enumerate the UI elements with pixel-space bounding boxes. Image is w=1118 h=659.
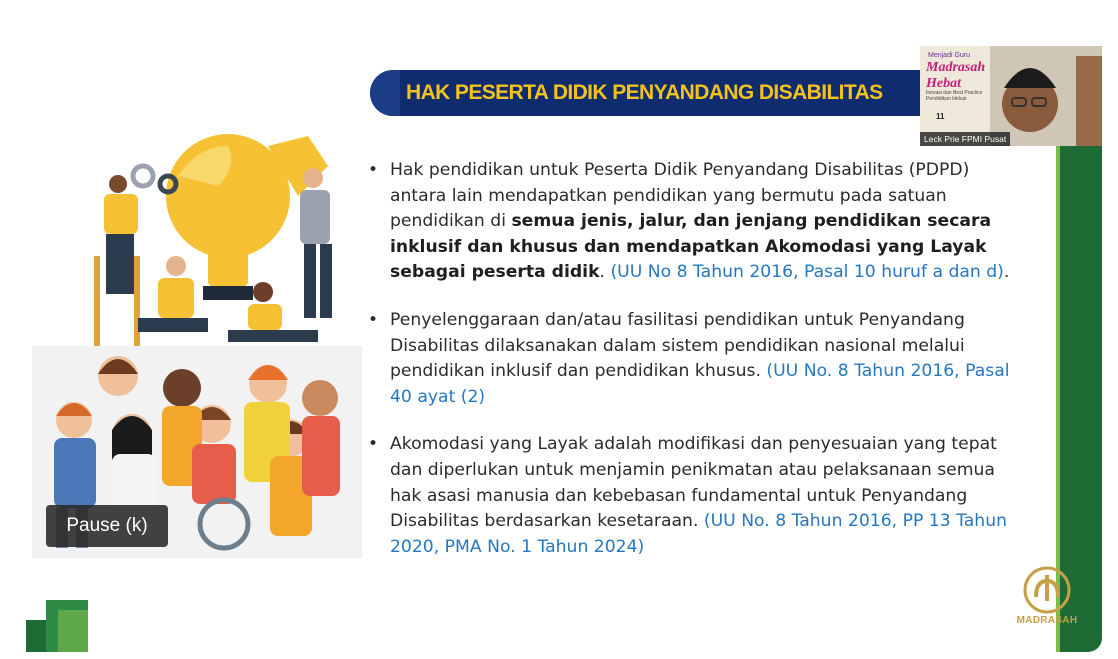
- bullet-item-2: [368, 308, 1028, 410]
- event-poster: [920, 46, 990, 146]
- bullet-reference: (UU No. 8 Tahun 2016, Pasal 40 ayat (2): [390, 361, 1010, 407]
- pause-button[interactable]: Pause (k): [46, 505, 168, 547]
- title-banner: [370, 70, 930, 116]
- bullet-dot-icon: •: [368, 434, 379, 455]
- bullet-list: [368, 158, 1028, 582]
- webcam-feed: [920, 46, 1102, 146]
- bullet-reference: (UU No 8 Tahun 2016, Pasal 10 huruf a dan d): [610, 262, 1004, 283]
- bullet-end: .: [1003, 262, 1010, 283]
- bullet-reference: (UU No. 8 Tahun 2016, PP 13 Tahun 2020, PMA No. 1 Tahun 2024): [390, 511, 1007, 557]
- bullet-dot-icon: •: [368, 160, 379, 180]
- bullet-item-1: [368, 158, 1028, 286]
- slide-title: HAK PESERTA DIDIK PENYANDANG DISABILITAS: [406, 81, 883, 104]
- bullet-text: Penyelenggaraan dan/atau fasilitasi pendidikan untuk Penyandang Disabilitas dilaksanakan dalam sistem pendidikan nasional melalui pendidikan inklusif dan pendidikan khusus.: [390, 309, 965, 382]
- poster-date: 11: [936, 112, 945, 121]
- speaker-video-icon: [990, 46, 1102, 146]
- poster-line-2: Madrasah Hebat: [926, 60, 986, 91]
- madrasah-logo-text: MADRASAH: [1016, 615, 1078, 626]
- bullet-item-3: [368, 432, 1028, 560]
- poster-line-3: Inovasi dan Best Practice Pendidikan Inklusi: [926, 90, 983, 102]
- bullet-text: Akomodasi yang Layak adalah modifikasi dan penyesuaian yang tepat dan diperlukan untuk menjamin penikmatan atau pelaksanaan semua hak asasi manusia dan kebebasan fundamental untuk Penyandang Disabilitas berdasarkan kesetaraan.: [390, 434, 997, 532]
- bullet-bold-text: semua jenis, jalur, dan jenjang pendidikan secara inklusif dan khusus dan mendapatkan Akomodasi yang Layak sebagai peserta didik: [390, 211, 992, 283]
- madrasah-logo: [1012, 565, 1082, 633]
- puzzle-teamwork-illustration: [58, 106, 378, 366]
- gtk-logo-icon: [1020, 565, 1074, 615]
- speaker-name-label: Leck Prie FPMI Pusat: [920, 132, 1010, 146]
- green-corner-decoration: [26, 600, 88, 652]
- bullet-text-punct: .: [599, 262, 611, 283]
- bullet-text: Hak pendidikan untuk Peserta Didik Penyandang Disabilitas (PDPD) antara lain mendapatkan pendidikan yang bermutu pada satuan pendidikan di: [390, 160, 970, 232]
- bullet-dot-icon: •: [368, 309, 379, 330]
- poster-line-1: Menjadi Guru: [928, 52, 971, 59]
